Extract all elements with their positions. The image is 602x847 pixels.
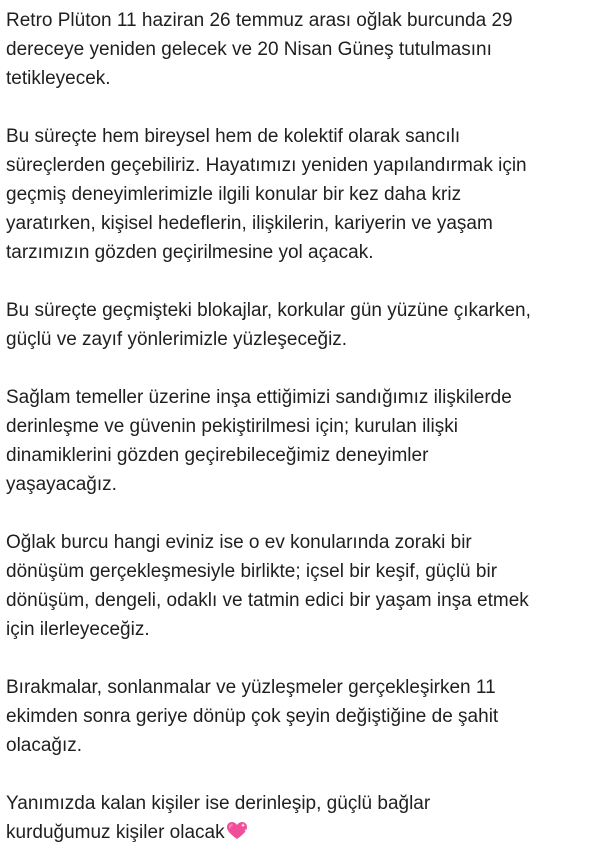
paragraph-2: Bu süreçte hem bireysel hem de kolektif olarak sancılı süreçlerden geçebiliriz. Hayatımızı yeniden yapılandırmak için geçmiş deneyimlerimizle ilgili konular bir kez daha kriz yaratırken, kişisel hedeflerin, ilişkilerin, kariyerin ve yaşam tarzımızın gözden geçirilmesine yol açacak.: [6, 126, 527, 263]
paragraph-7: [6, 789, 602, 847]
paragraph-3: Bu süreçte geçmişteki blokajlar, korkular gün yüzüne çıkarken, güçlü ve zayıf yönlerimizle yüzleşeceğiz.: [6, 300, 531, 350]
paragraph-4: Sağlam temeller üzerine inşa ettiğimizi sandığımız ilişkilerde derinleşme ve güvenin pekiştirilmesi için; kurulan ilişki dinamiklerini gözden geçirebileceğimiz deneyimler yaşayacağız.: [6, 387, 512, 495]
paragraph-6: Bırakmalar, sonlanmalar ve yüzleşmeler gerçekleşirken 11 ekimden sonra geriye dönüp çok şeyin değiştiğine de şahit olacağız.: [6, 677, 499, 756]
post-text: [6, 6, 602, 847]
paragraph-1: Retro Plüton 11 haziran 26 temmuz arası oğlak burcunda 29 dereceye yeniden gelecek ve 20 Nisan Güneş tutulmasını tetikleyecek.: [6, 10, 513, 89]
sparkling-heart-icon: [226, 821, 248, 841]
paragraph-5: Oğlak burcu hangi eviniz ise o ev konularında zoraki bir dönüşüm gerçekleşmesiyle birlikte; içsel bir keşif, güçlü bir dönüşüm, dengeli, odaklı ve tatmin edici bir yaşam inşa etmek için ilerleyeceğiz.: [6, 532, 529, 640]
paragraph-7-text: Yanımızda kalan kişiler ise derinleşip, güçlü bağlar kurduğumuz kişiler olacak: [6, 793, 431, 843]
